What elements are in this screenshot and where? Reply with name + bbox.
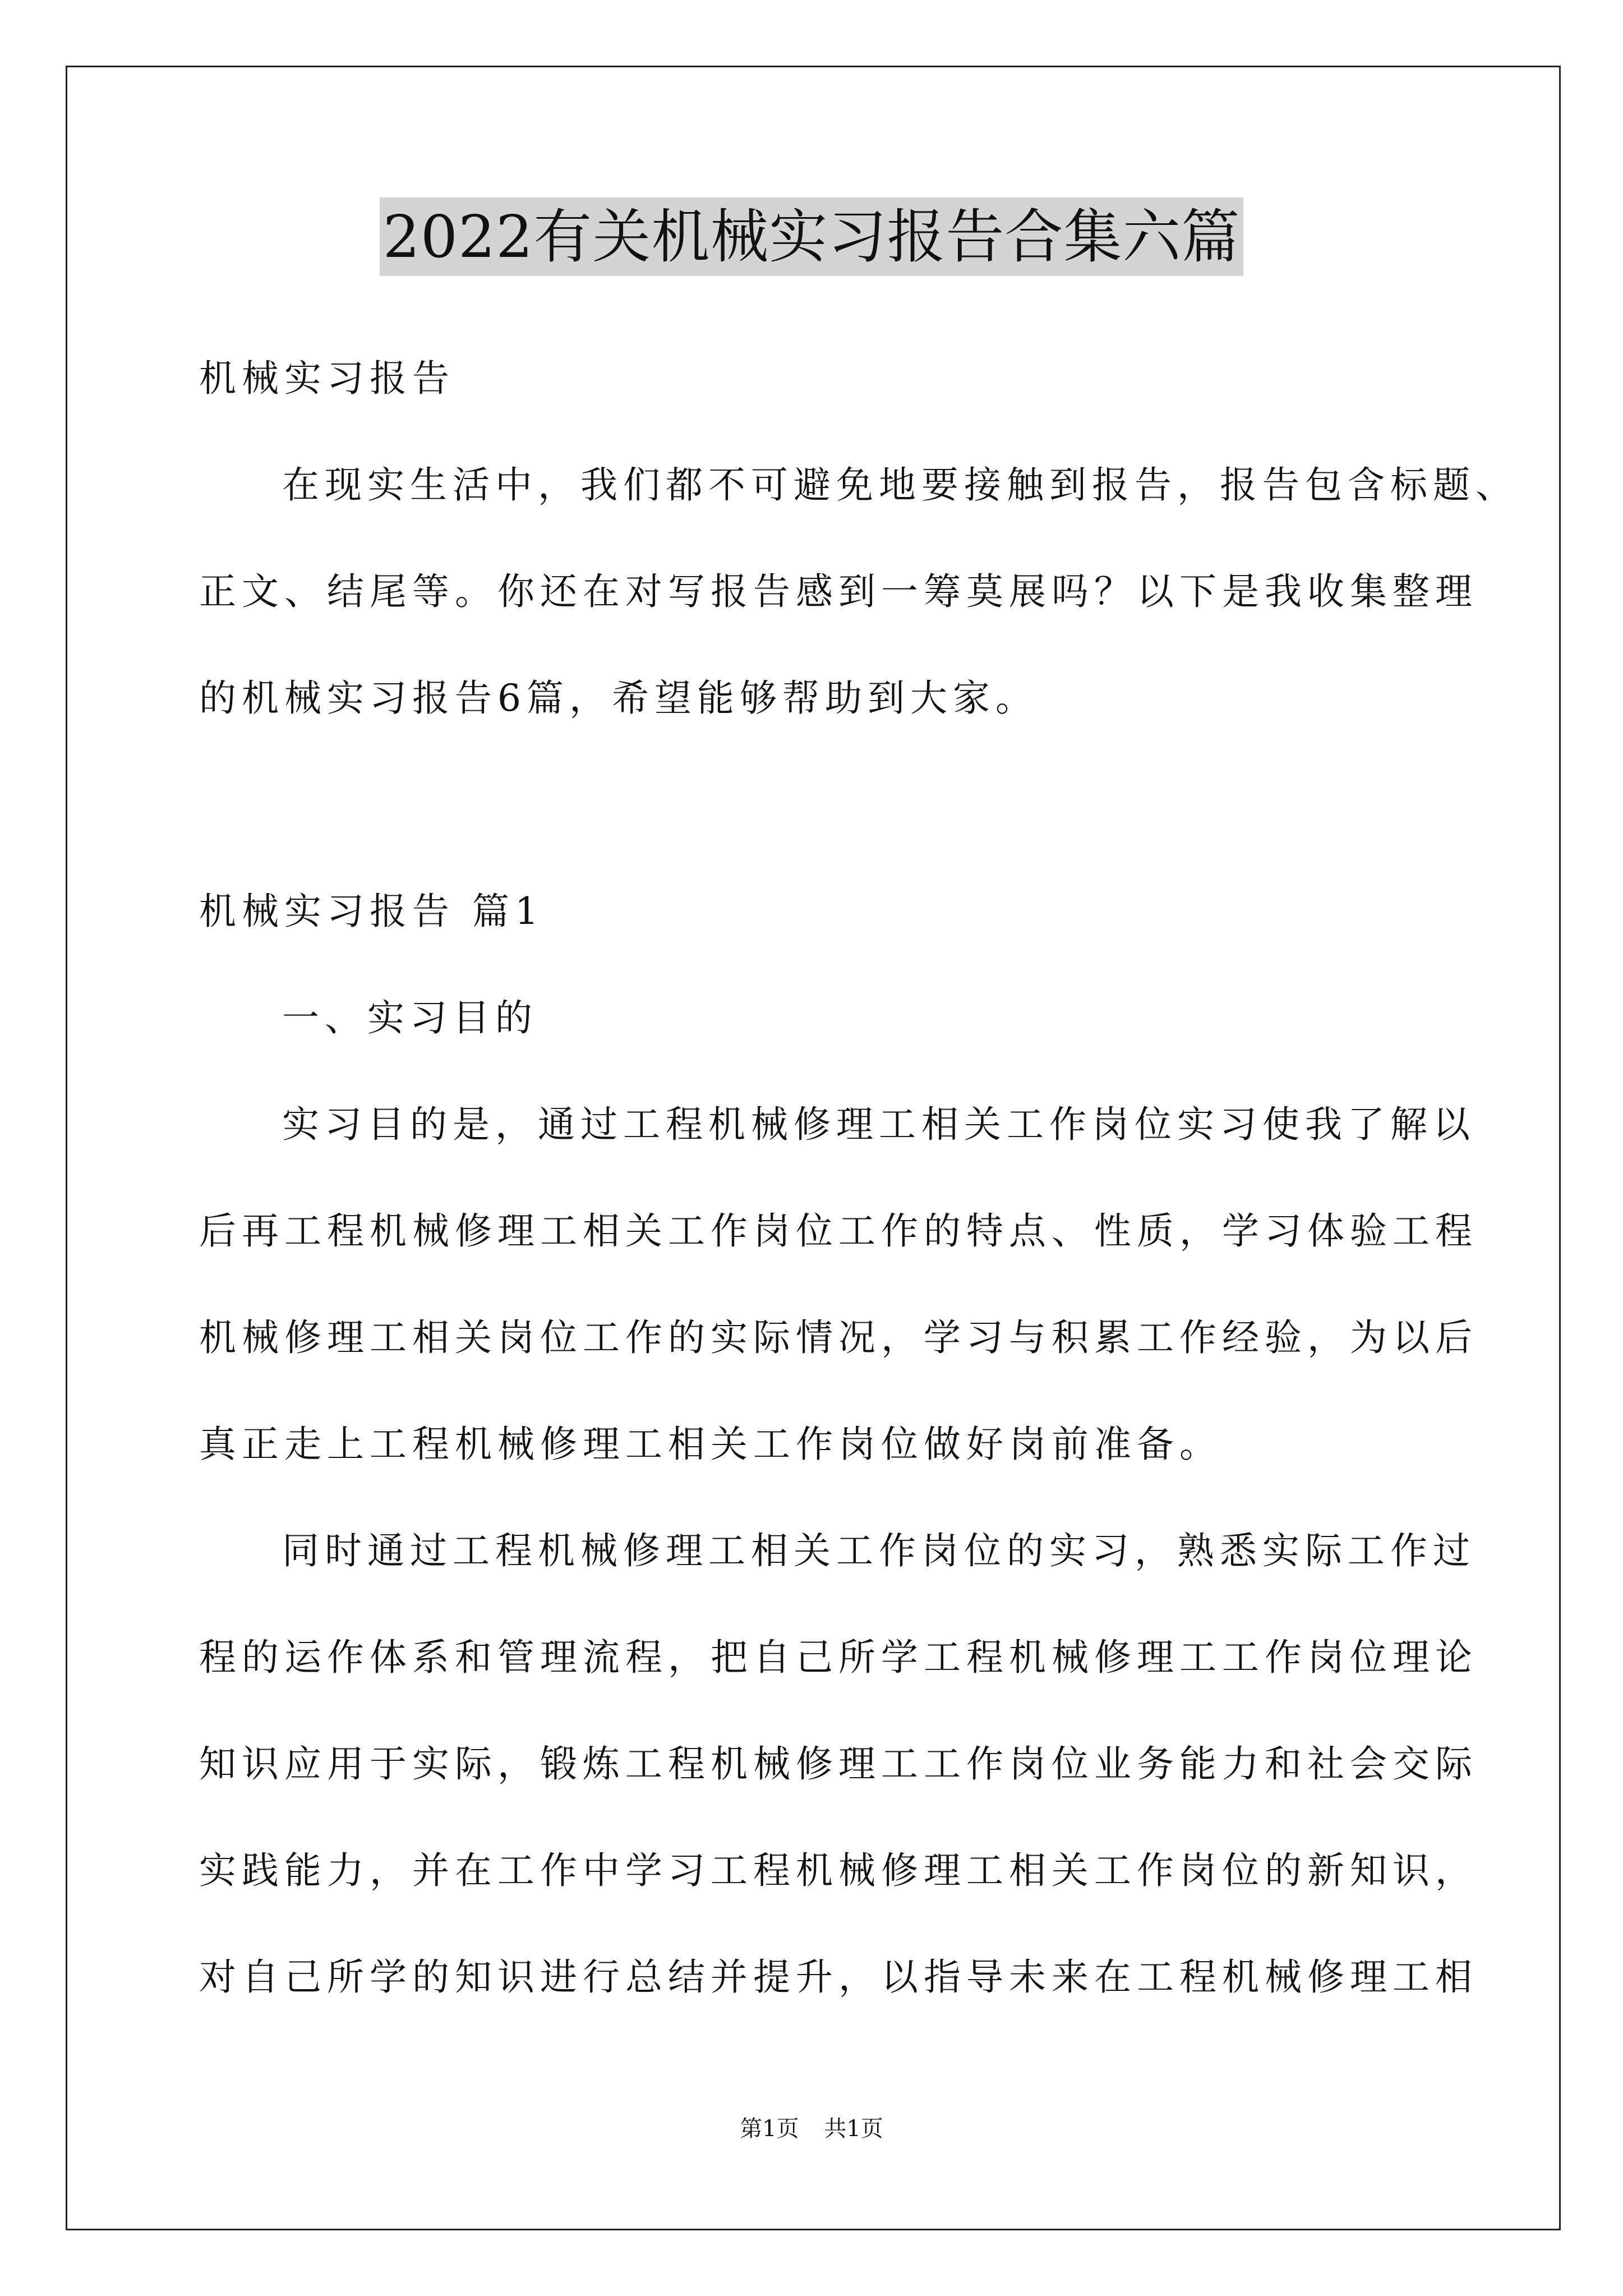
paragraph-line: 机械修理工相关岗位工作的实际情况，学习与积累工作经验，为以后 (199, 1316, 1478, 1359)
paragraph-line: 程的运作体系和管理流程，把自己所学工程机械修理工工作岗位理论 (199, 1636, 1478, 1679)
subsection-heading: 一、实习目的 (282, 996, 538, 1039)
page-footer (0, 2115, 1623, 2143)
page-count: 共1页 (824, 2116, 883, 2142)
paragraph-line: 实习目的是，通过工程机械修理工相关工作岗位实习使我了解以 (282, 1103, 1476, 1146)
paragraph-line: 实践能力，并在工作中学习工程机械修理工相关工作岗位的新知识， (199, 1849, 1478, 1892)
paragraph-line: 的机械实习报告6篇，希望能够帮助到大家。 (199, 677, 1038, 720)
paragraph-line: 知识应用于实际，锻炼工程机械修理工工作岗位业务能力和社会交际 (199, 1742, 1478, 1786)
paragraph-line: 同时通过工程机械修理工相关工作岗位的实习，熟悉实际工作过 (282, 1529, 1476, 1572)
title-container (0, 197, 1623, 276)
page-number: 第1页 (740, 2116, 799, 2142)
paragraph-line: 正文、结尾等。你还在对写报告感到一筹莫展吗？以下是我收集整理 (199, 570, 1478, 613)
paragraph-line: 对自己所学的知识进行总结并提升，以指导未来在工程机械修理工相 (199, 1955, 1478, 1999)
paragraph-line: 在现实生活中，我们都不可避免地要接触到报告，报告包含标题、 (282, 463, 1518, 507)
document-title: 2022有关机械实习报告合集六篇 (380, 197, 1244, 276)
paragraph-line: 真正走上工程机械修理工相关工作岗位做好岗前准备。 (199, 1423, 1222, 1466)
section-heading: 机械实习报告 篇1 (199, 890, 544, 933)
section-heading: 机械实习报告 (199, 357, 455, 400)
paragraph-line: 后再工程机械修理工相关工作岗位工作的特点、性质，学习体验工程 (199, 1209, 1478, 1253)
